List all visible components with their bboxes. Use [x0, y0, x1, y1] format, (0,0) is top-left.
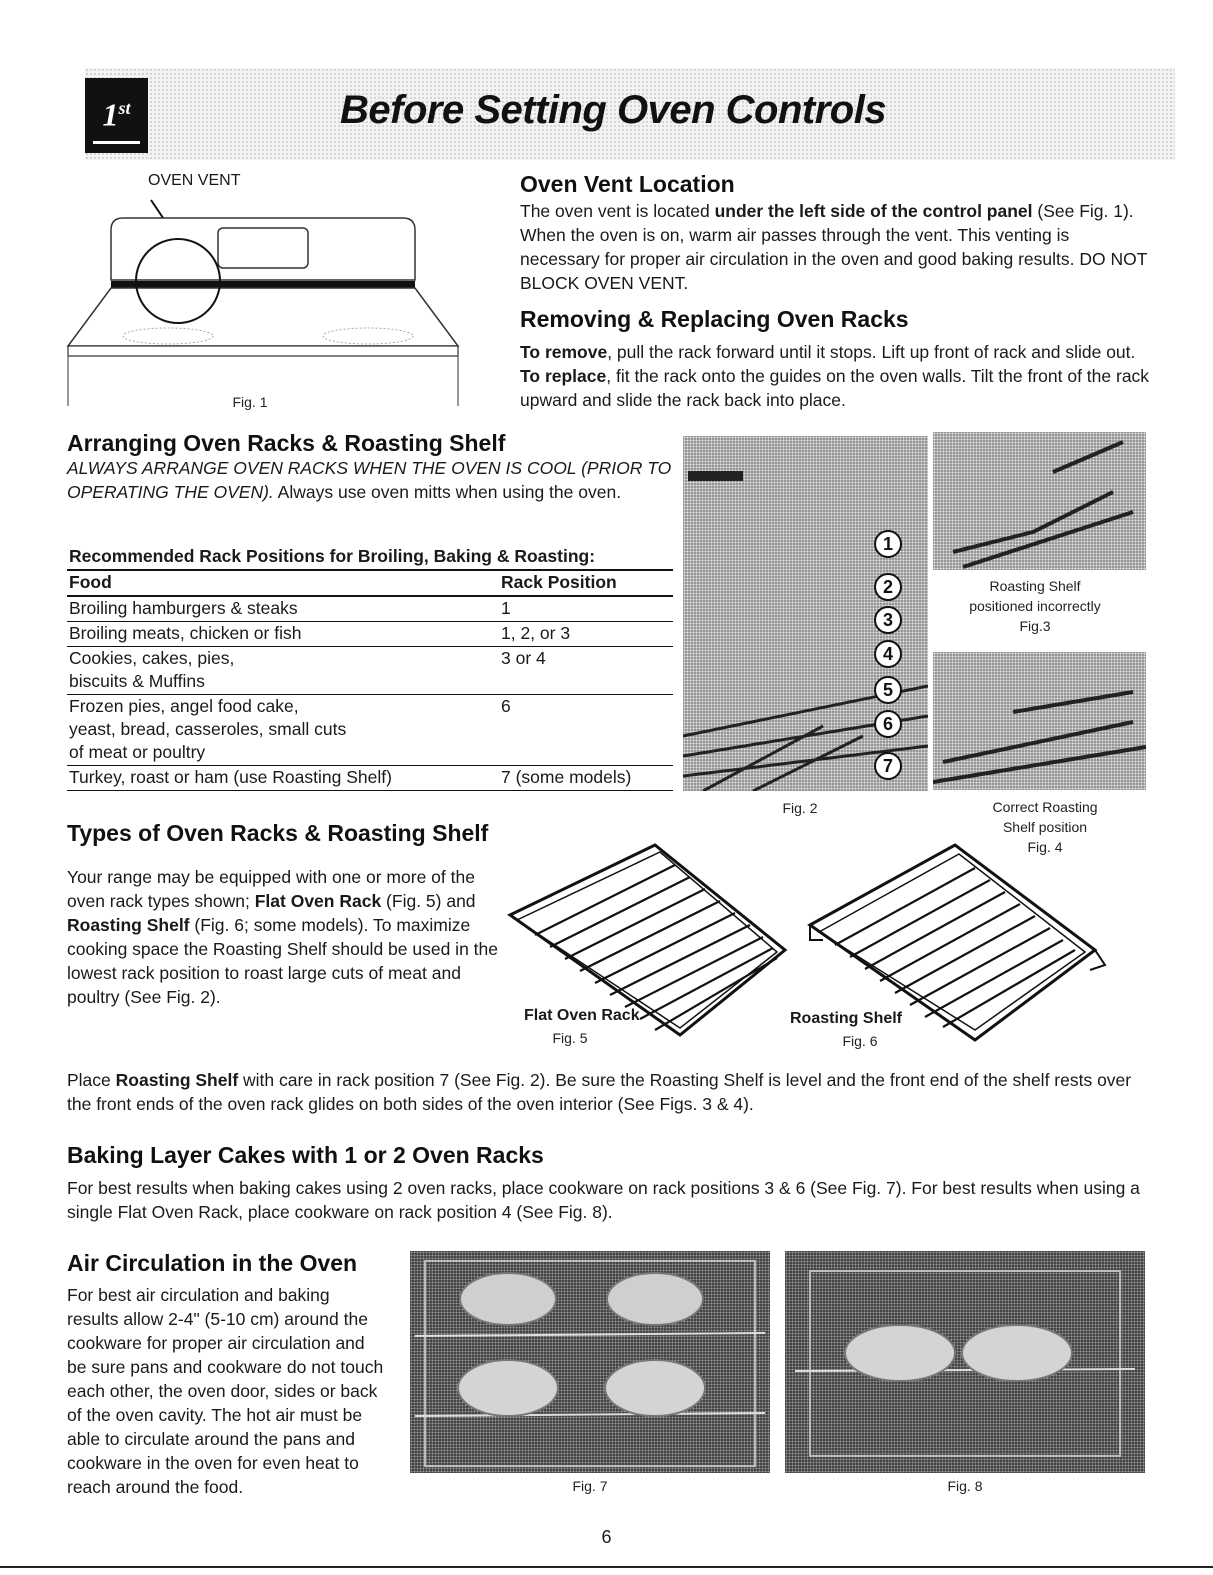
table-row: Broiling meats, chicken or fish 1, 2, or 3	[67, 622, 673, 647]
table-row: Broiling hamburgers & steaks 1	[67, 596, 673, 622]
rack-position-badge: 3	[874, 606, 902, 634]
bottom-rule	[0, 1566, 1213, 1568]
badge-number: 1	[102, 96, 119, 133]
fig8-pans	[785, 1251, 1145, 1473]
rack-position-badge: 4	[874, 640, 902, 668]
rack-position-badge: 6	[874, 710, 902, 738]
page-number: 6	[601, 1527, 612, 1547]
fig4-shelf-lines	[933, 652, 1146, 790]
types-heading: Types of Oven Racks & Roasting Shelf	[67, 820, 489, 846]
table-row: Turkey, roast or ham (use Roasting Shelf) 7 (some models)	[67, 766, 673, 791]
fig8-caption: Fig. 8	[947, 1478, 983, 1494]
fig3-caption: Roasting Shelf positioned incorrectly Fig.3	[969, 578, 1101, 634]
oven-vent-text: The oven vent is located under the left side of the control panel (See Fig. 1). When the oven is on, warm air passes through the vent. This venting is necessary for proper air circulation in the oven and good baking results. DO NOT BLOCK OVEN VENT.	[520, 201, 1148, 293]
flat-oven-rack-label: Flat Oven Rack	[524, 1007, 640, 1024]
arranging-text: ALWAYS ARRANGE OVEN RACKS WHEN THE OVEN IS COOL (PRIOR TO OPERATING THE OVEN). Always use oven mitts when using the oven.	[67, 458, 672, 502]
page-title: Before Setting Oven Controls	[340, 88, 887, 132]
arranging-heading: Arranging Oven Racks & Roasting Shelf	[67, 430, 506, 456]
baking-heading: Baking Layer Cakes with 1 or 2 Oven Racks	[67, 1142, 544, 1168]
rack-positions-table	[67, 545, 673, 791]
rack-position-badge: 7	[874, 752, 902, 780]
fig2-caption: Fig. 2	[782, 800, 818, 816]
types-text: Your range may be equipped with one or more of the oven rack types shown; Flat Oven Rack (Fig. 5) and Roasting Shelf (Fig. 6; some models). To maximize cooking space the Roasting Shelf should be used in the lowest rack position to roast large cuts of meat and poultry (See Fig. 2).	[67, 867, 498, 1007]
place-roasting-shelf-text: Place Roasting Shelf with care in rack position 7 (See Fig. 2). Be sure the Roasting Shelf is level and the front end of the shelf rests over the front ends of the oven rack glides on both sides of the oven interior (See Figs. 3 & 4).	[67, 1070, 1132, 1114]
col-food: Food	[67, 570, 499, 596]
baking-text: For best results when baking cakes using 2 oven racks, place cookware on rack positions 3 & 6 (See Fig. 7). For best results when using a single Flat Oven Rack, place cookware on rack position 4 (See Fig. 8).	[67, 1178, 1140, 1222]
fig1-label: OVEN VENT	[148, 172, 241, 189]
rack-position-badge: 1	[874, 530, 902, 558]
badge-sup: st	[118, 98, 131, 118]
fig7-caption: Fig. 7	[572, 1478, 608, 1494]
removing-text: To remove, pull the rack forward until it stops. Lift up front of rack and slide out. To replace, fit the rack onto the guides on the oven walls. Tilt the front of the rack upward and slide the rack back into place.	[520, 342, 1150, 410]
col-rack-position: Rack Position	[499, 570, 673, 596]
oven-vent-heading: Oven Vent Location	[520, 171, 735, 197]
fig3-shelf-lines	[933, 432, 1146, 570]
air-circulation-heading: Air Circulation in the Oven	[67, 1250, 358, 1276]
fig1-illustration	[63, 188, 463, 408]
removing-heading: Removing & Replacing Oven Racks	[520, 306, 909, 332]
fig6-caption: Fig. 6	[842, 1033, 878, 1049]
fig1-caption: Fig. 1	[232, 394, 268, 410]
fig5-caption: Fig. 5	[552, 1030, 588, 1046]
fig4-caption: Correct Roasting Shelf position Fig. 4	[992, 799, 1098, 855]
table-row: Frozen pies, angel food cake, yeast, bread, casseroles, small cuts of meat or poultry 6	[67, 695, 673, 766]
roasting-shelf-label: Roasting Shelf	[790, 1010, 903, 1027]
section-badge	[85, 78, 148, 153]
fig7-pans	[410, 1251, 770, 1473]
table-row: Cookies, cakes, pies, biscuits & Muffins 3 or 4	[67, 647, 673, 695]
rack-position-badge: 5	[874, 676, 902, 704]
table-caption: Recommended Rack Positions for Broiling, Baking & Roasting:	[67, 545, 673, 570]
air-circulation-text: For best air circulation and baking results allow 2-4" (5-10 cm) around the cookware for proper air circulation and be sure pans and cookware do not touch each other, the oven door, sides or back of the oven cavity. The hot air must be able to circulate around the pans and cookware in the oven for even heat to reach around the food.	[67, 1285, 384, 1497]
rack-position-badge: 2	[874, 573, 902, 601]
